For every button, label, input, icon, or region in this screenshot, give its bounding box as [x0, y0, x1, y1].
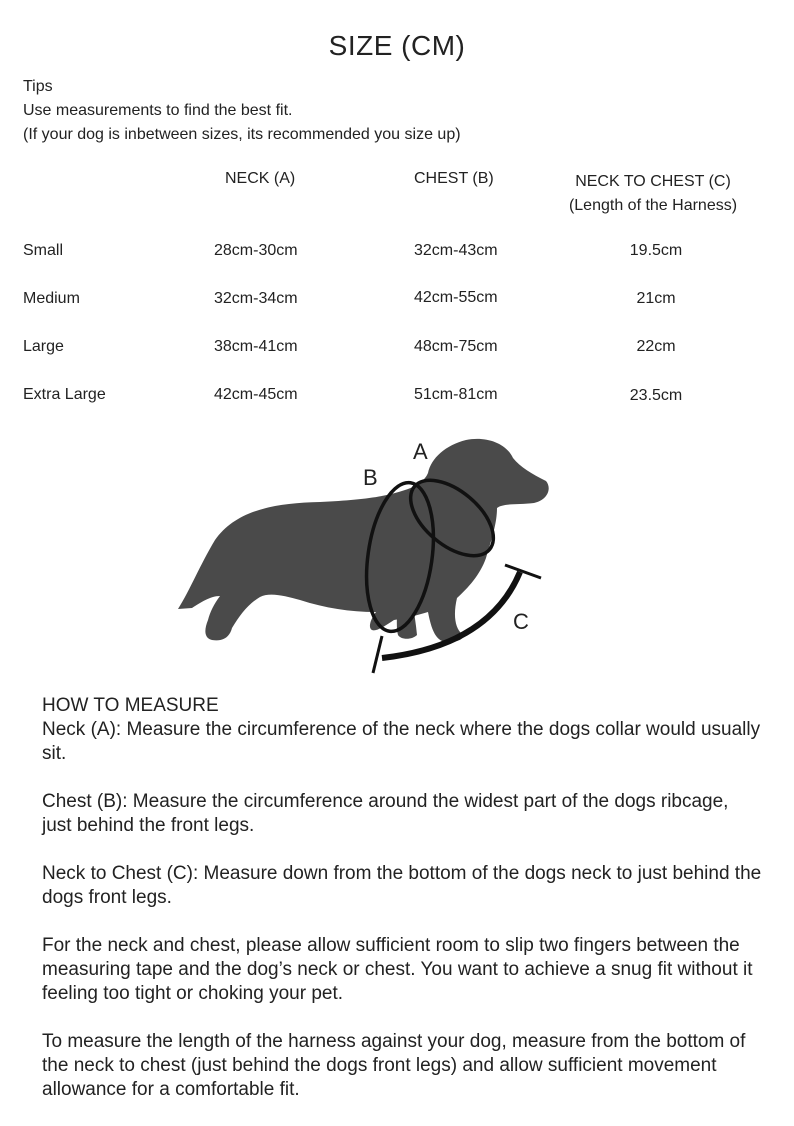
- label-c: C: [513, 609, 529, 634]
- row-medium-length: 21cm: [636, 290, 676, 307]
- row-small-neck: 28cm-30cm: [214, 242, 298, 259]
- row-small-chest: 32cm-43cm: [414, 242, 498, 259]
- row-large-neck: 38cm-41cm: [214, 338, 298, 355]
- row-medium-chest: 42cm-55cm: [414, 289, 498, 306]
- how-to-measure-section: [42, 694, 762, 1126]
- how-to-measure-heading: HOW TO MEASURE: [42, 695, 219, 716]
- row-extra-large-neck: 42cm-45cm: [214, 386, 298, 403]
- chest-instructions: Chest (B): Measure the circumference around the widest part of the dogs ribcage, just behind the front legs.: [42, 791, 729, 836]
- row-extra-large-length: 23.5cm: [629, 387, 683, 404]
- dog-measurement-diagram: [170, 430, 570, 680]
- row-large-size: Large: [23, 338, 64, 355]
- header-length-subtitle: (Length of the Harness): [568, 197, 738, 214]
- row-large-chest: 48cm-75cm: [414, 338, 498, 355]
- harness-instructions: To measure the length of the harness against your dog, measure from the bottom of the neck to chest (just behind the dogs front legs) and allow sufficient movement allowance for a comfortable fit.: [42, 1031, 746, 1100]
- header-length: [548, 170, 758, 218]
- header-length-title: NECK TO CHEST (C): [575, 173, 731, 190]
- row-medium-size: Medium: [23, 290, 80, 307]
- tips-section: [23, 75, 461, 147]
- tips-heading: Tips: [23, 78, 53, 95]
- row-extra-large-size: Extra Large: [23, 386, 106, 403]
- neck-instructions: Neck (A): Measure the circumference of the neck where the dogs collar would usually sit.: [42, 719, 761, 764]
- tips-line-2: (If your dog is inbetween sizes, its recommended you size up): [23, 126, 461, 143]
- row-large-length: 22cm: [636, 338, 676, 355]
- length-instructions: Neck to Chest (C): Measure down from the bottom of the dogs neck to just behind the dogs front legs.: [42, 863, 762, 908]
- row-extra-large-chest: 51cm-81cm: [414, 386, 498, 403]
- tips-line-1: Use measurements to find the best fit.: [23, 102, 293, 119]
- row-small-size: Small: [23, 242, 64, 259]
- fit-instructions: For the neck and chest, please allow sufficient room to slip two fingers between the measuring tape and the dog’s neck or chest. You want to achieve a snug fit without it feeling too tight or choking your pet.: [42, 935, 753, 1004]
- header-neck: NECK (A): [225, 170, 296, 187]
- label-a: A: [413, 439, 428, 464]
- row-small-length: 19.5cm: [629, 242, 683, 259]
- label-b: B: [363, 465, 378, 490]
- row-medium-neck: 32cm-34cm: [214, 290, 298, 307]
- page-title: SIZE (CM): [328, 30, 466, 61]
- header-chest: CHEST (B): [414, 170, 494, 187]
